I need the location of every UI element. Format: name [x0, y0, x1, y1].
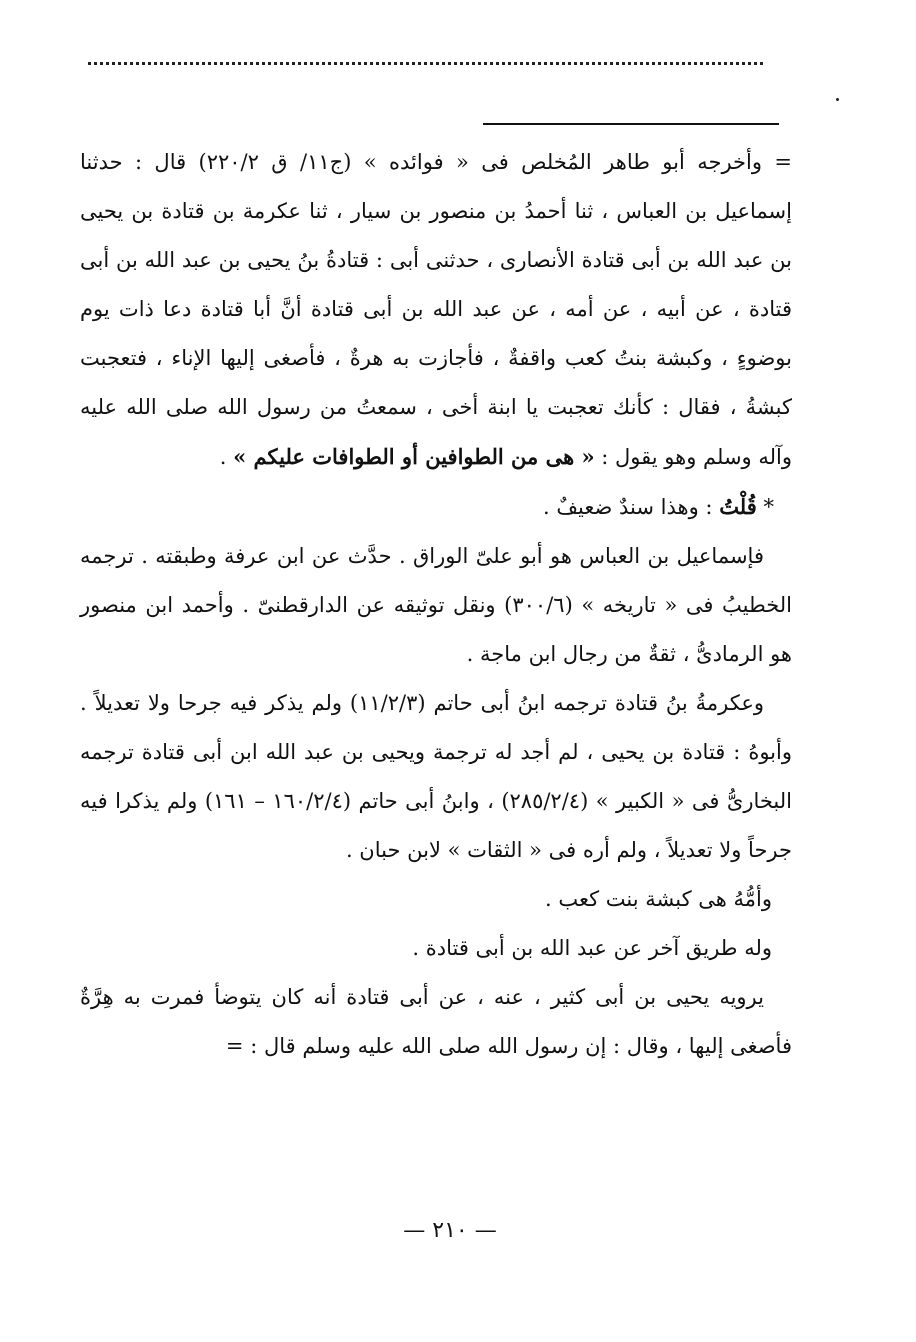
footnote-text-block	[80, 138, 792, 1071]
narration-end: .	[219, 445, 227, 469]
paragraph-qultu	[80, 482, 792, 532]
footnote-rule	[483, 123, 779, 125]
paragraph-ismail: فإسماعيل بن العباس هو أبو علىّ الوراق . حدَّث عن ابن عرفة وطبقته . ترجمه الخطيبُ فى « تاريخه » (٣٠٠/٦) ونقل توثيقه عن الدارقطنىّ . وأحمد ابن منصور هو الرمادىُّ ، ثقةٌ من رجال ابن ماجة .	[80, 544, 793, 666]
qultu-label: قُلْتُ	[719, 494, 757, 519]
paragraph-narration	[80, 138, 792, 482]
paragraph-yahya: يرويه يحيى بن أبى كثير ، عنه ، عن أبى قتادة أنه كان يتوضأ فمرت به هِرَّةٌ فأصغى إليها ، وقال : إن رسول الله صلى الله عليه وسلم قال : =	[80, 985, 792, 1058]
qultu-text: : وهذا سندٌ ضعيفٌ .	[542, 495, 713, 519]
page-number: — ٢١٠ —	[403, 1218, 497, 1243]
asterisk-mark: *	[763, 495, 774, 519]
paragraph-mother: وأمُّهُ هى كبشة بنت كعب .	[545, 887, 772, 911]
narration-text: = وأخرجه أبو طاهر المُخلص فى « فوائده » (ج١١/ ق ٢٢٠/٢) قال : حدثنا إسماعيل بن العباس ، ثنا أحمدُ بن منصور بن سيار ، ثنا عكرمة بن قتادة بن يحيى بن عبد الله بن أبى قتادة الأنصارى ، حدثنى أبى : قتادةُ بنُ يحيى بن عبد الله بن أبى قتادة ، عن أبيه ، عن أمه ، عن عبد الله بن أبى قتادة أنَّ أبا قتادة دعا ذات يوم بوضوءٍ ، وكبشة بنتُ كعب واقفةٌ ، فأجازت به هرةٌ ، فأصغى إليها الإناء ، فتعجبت كبشةُ ، فقال : كأنك تعجبت يا ابنة أخى ، سمعتُ من رسول الله صلى الله عليه وآله وسلم وهو يقول :	[80, 150, 793, 469]
paragraph-ikrima: وعكرمةُ بنُ قتادة ترجمه ابنُ أبى حاتم (١١/٢/٣) ولم يذكر فيه جرحا ولا تعديلاً . وأبوهُ : قتادة بن يحيى ، لم أجد له ترجمة ويحيى بن عبد الله ابن أبى قتادة ترجمه البخارىُّ فى « الكبير » (٢٨٥/٢/٤) ، وابنُ أبى حاتم (١٦٠/٢/٤ – ١٦١) ولم يذكرا فيه جرحاً ولا تعديلاً ، ولم أره فى « الثقات » لابن حبان .	[80, 691, 792, 862]
paragraph-other-route: وله طريق آخر عن عبد الله بن أبى قتادة .	[412, 936, 772, 960]
hadith-quote: « هى من الطوافين أو الطوافات عليكم »	[233, 444, 595, 469]
dotted-separator	[88, 62, 763, 65]
print-speck	[836, 98, 839, 101]
